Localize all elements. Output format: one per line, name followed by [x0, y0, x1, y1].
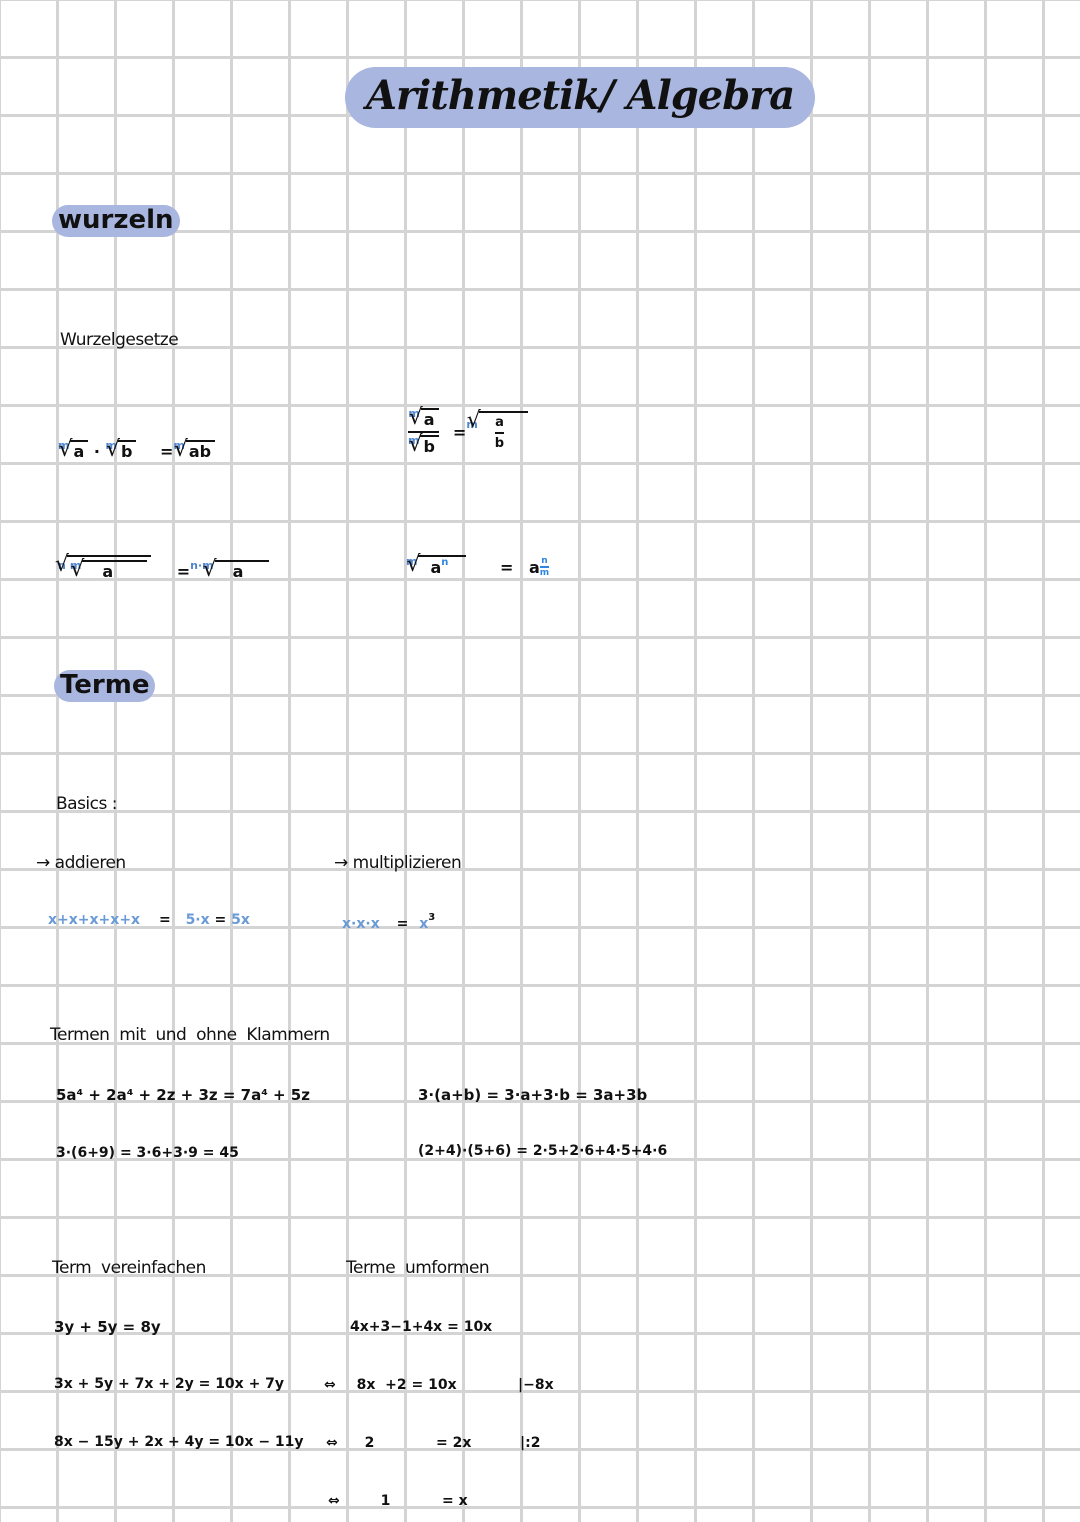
page-title: Arithmetik/ Algebra — [350, 72, 810, 123]
klammern-example-3: 3·(a+b) = 3·a+3·b = 3a+3b — [418, 1086, 648, 1104]
vereinfachen-label: Term vereinfachen — [52, 1258, 206, 1278]
add-example: x+x+x+x+x = 5·x = 5x — [48, 912, 250, 928]
vereinfachen-example-1: 3y + 5y = 8y — [54, 1318, 161, 1336]
section-heading-terme: Terme — [54, 670, 155, 702]
umformen-step-4: ⇔ 1 = x — [328, 1493, 468, 1509]
law-product: $^m$ √ a · $^m$ √ b =$^m$ √ ab — [58, 440, 215, 461]
umformen-label: Terme umformen — [346, 1258, 490, 1278]
root-index: m — [58, 439, 70, 452]
law-nested-root: $^n$ √ $^m$ √ a =$^{n\cdot m}$ √ a — [58, 555, 269, 581]
umformen-step-1: 4x+3−1+4x = 10x — [350, 1319, 493, 1335]
basics-label: Basics : — [56, 794, 117, 814]
klammern-example-4: (2+4)·(5+6) = 2·5+2·6+4·5+4·6 — [418, 1143, 668, 1159]
vereinfachen-example-2: 3x + 5y + 7x + 2y = 10x + 7y — [54, 1376, 285, 1392]
multiply-example: $x\cdot x\cdot x = x^3$ — [342, 912, 436, 932]
klammern-label: Termen mit und ohne Klammern — [50, 1025, 330, 1045]
umformen-step-3: ⇔ 2 = 2x |:2 — [326, 1435, 541, 1451]
multiply-label: → multiplizieren — [334, 853, 462, 873]
subheading-wurzelgesetze: Wurzelgesetze — [60, 330, 179, 350]
vereinfachen-example-3: 8x − 15y + 2x + 4y = 10x − 11y — [54, 1434, 304, 1450]
umformen-step-2: ⇔ 8x +2 = 10x |−8x — [324, 1377, 554, 1393]
klammern-example-1: 5a⁴ + 2a⁴ + 2z + 3z = 7a⁴ + 5z — [56, 1086, 310, 1104]
law-root-power: $^m$ √ $a^n = a$ $\frac{n}{m}$ — [406, 555, 549, 578]
add-label: → addieren — [36, 853, 126, 873]
law-quotient: $\frac{^m √ a}{^m √ b}$ = m √ $\frac{a}{b}$ — [408, 408, 528, 456]
klammern-example-2: 3·(6+9) = 3·6+3·9 = 45 — [56, 1145, 239, 1161]
section-heading-wurzeln: wurzeln — [52, 205, 180, 237]
